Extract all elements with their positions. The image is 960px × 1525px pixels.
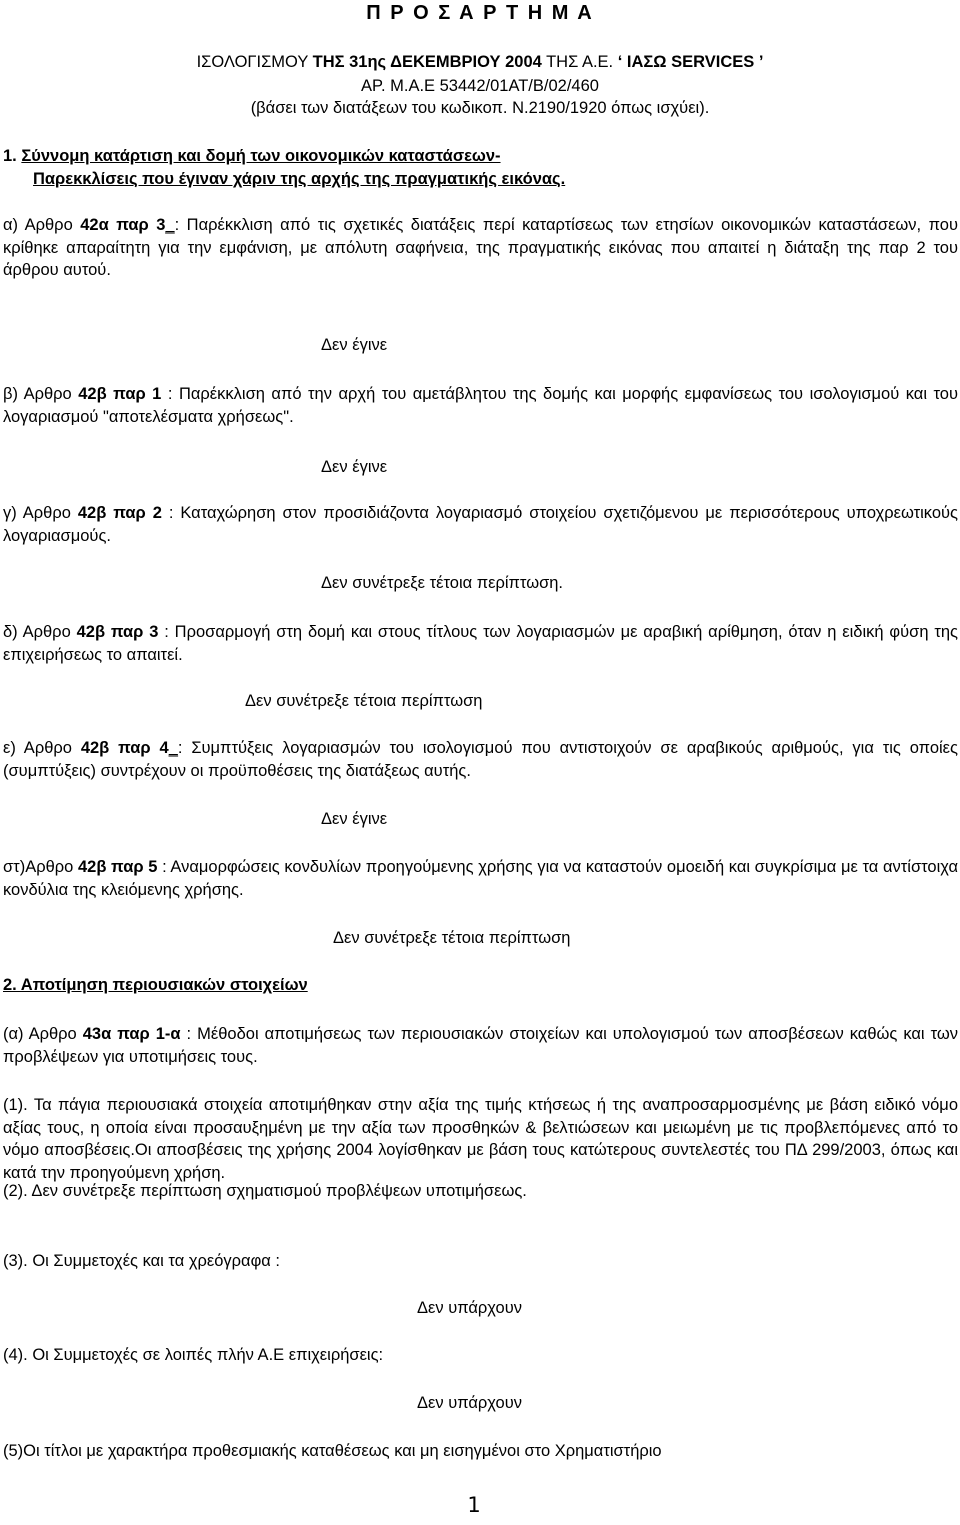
item-c-paragraph	[3, 502, 958, 547]
item-a-status: Δεν έγινε	[321, 336, 388, 354]
item-f-article-ref: 42β παρ 5	[77, 858, 158, 876]
header-legal-basis: (βάσει των διατάξεων του κωδικοπ. Ν.2190/1920 όπως ισχύει).	[250, 99, 710, 117]
item-f-status: Δεν συνέτρεξε τέτοια περίπτωση	[333, 929, 571, 947]
item-a-paragraph	[3, 214, 958, 282]
item-a-underscore: _	[165, 216, 175, 234]
item-e-prefix: ε) Αρθρο	[3, 739, 81, 757]
header-company-name: ‘ ΙΑΣΩ SERVICES ’	[617, 53, 764, 71]
section-2-paragraph-3-status: Δεν υπάρχουν	[417, 1299, 522, 1317]
document-title: Π Ρ Ο Σ Α Ρ Τ Η Μ Α	[366, 2, 594, 24]
section-2-a-text: : Μέθοδοι αποτιμήσεως των περιουσιακών στοιχείων και υπολογισμού των αποσβέσεων καθώς και των προβλέψεων για υποτιμήσεις τους.	[3, 1025, 958, 1066]
section-2-paragraph-2: (2). Δεν συνέτρεξε περίπτωση σχηματισμού προβλέψεων υποτιμήσεως.	[3, 1182, 527, 1200]
item-e-paragraph	[3, 737, 958, 782]
section-2-paragraph-4-status: Δεν υπάρχουν	[417, 1394, 522, 1412]
header-label: ΙΣΟΛΟΓΙΣΜΟΥ	[196, 53, 313, 71]
item-c-prefix: γ) Αρθρο	[3, 504, 78, 522]
header-registry-number: ΑΡ. Μ.Α.Ε 53442/01ΑΤ/Β/02/460	[361, 77, 599, 95]
section-2-a-prefix: (α) Αρθρο	[3, 1025, 83, 1043]
item-d-status: Δεν συνέτρεξε τέτοια περίπτωση	[245, 692, 483, 710]
section-2-paragraph-1: (1). Τα πάγια περιουσιακά στοιχεία αποτιμήθηκαν στην αξία της τιμής κτήσεως ή της αναπροσαρμοσμένης με βάση ειδικό νόμο αξίας τους, η οποία είναι προσαυξημένη με την αξία των προσθηκών & βελτιώσεων και μειωμένη με τις προβλεπόμενες από το νόμο αποσβέσεις.Οι αποσβέσεις της χρήσης 2004 λογίσθηκαν με βάση τους κατώτερους συντελεστές του ΠΔ 299/2003, όπως και κατά την προηγούμενη χρήση.	[3, 1096, 958, 1182]
section-2-a-paragraph	[3, 1023, 958, 1068]
item-a-text: : Παρέκκλιση από τις σχετικές διατάξεις περί καταρτίσεως των ετησίων οικονομικών καταστάσεων, που κρίθηκε απαραίτητη για την εμφάνιση, με απόλυτη σαφήνεια, της πραγματικής εικόνας που απαιτεί η διάταξη της παρ 2 του άρθρου αυτού.	[3, 216, 958, 279]
item-f-text: : Αναμορφώσεις κονδυλίων προηγούμενης χρήσης για να καταστούν ομοειδή και συγκρίσιμα με τα αντίστοιχα κονδύλια της κλειόμενης χρήσης.	[3, 858, 959, 899]
item-e-text: : Συμπτύξεις λογαριασμών του ισολογισμού που αντιστοιχούν σε αραβικούς αριθμούς, για τις οποίες (συμπτύξεις) συντρέχουν οι προϋποθέσεις της διατάξεως αυτής.	[3, 739, 958, 780]
item-b-text: : Παρέκκλιση από την αρχή του αμετάβλητου της δομής και μορφής εμφανίσεως του ισολογισμού και του λογαριασμού "αποτελέσματα χρήσεως".	[3, 385, 959, 426]
item-b-article-ref: 42β παρ 1	[78, 385, 162, 403]
item-a-prefix: α) Αρθρο	[3, 216, 81, 234]
section-2-heading: 2. Αποτίμηση περιουσιακών στοιχείων	[3, 976, 308, 994]
item-b-prefix: β) Αρθρο	[3, 385, 79, 403]
page-number: 1	[467, 1493, 481, 1517]
item-d-article-ref: 42β παρ 3	[76, 623, 159, 641]
header-date: ΤΗΣ 31ης ΔΕΚΕΜΒΡΙΟΥ 2004	[312, 53, 542, 71]
section-2-paragraph-4: (4). Οι Συμμετοχές σε λοιπές πλήν Α.Ε επιχειρήσεις:	[3, 1346, 384, 1364]
item-e-underscore: _	[168, 739, 178, 757]
item-c-text: : Καταχώρηση στον προσιδιάζοντα λογαριασμό στοιχείου σχετιζόμενου με περισσότερους υποχρεωτικούς λογαριασμούς.	[3, 504, 959, 545]
section-2-a-article-ref: 43α παρ 1-α	[82, 1025, 181, 1043]
item-e-status: Δεν έγινε	[321, 810, 388, 828]
item-d-prefix: δ) Αρθρο	[3, 623, 77, 641]
section-1-title-line-1: Σύννομη κατάρτιση και δομή των οικονομικών καταστάσεων-	[21, 147, 501, 165]
item-c-article-ref: 42β παρ 2	[77, 504, 162, 522]
item-a-article-ref: 42α παρ 3	[80, 216, 166, 234]
section-2-paragraph-3: (3). Οι Συμμετοχές και τα χρεόγραφα :	[3, 1252, 280, 1270]
item-d-paragraph	[3, 621, 958, 666]
header-company-type: ΤΗΣ Α.Ε.	[541, 53, 618, 71]
section-1-title-line-2: Παρεκκλίσεις που έγιναν χάριν της αρχής της πραγματικής εικόνας.	[33, 169, 566, 188]
section-2-paragraph-5: (5)Οι τίτλοι με χαρακτήρα προθεσμιακής καταθέσεως και μη εισηγμένοι στο Χρηματιστήριο	[3, 1442, 662, 1460]
item-b-paragraph	[3, 383, 958, 428]
item-f-prefix: στ)Αρθρο	[3, 858, 78, 876]
item-c-status: Δεν συνέτρεξε τέτοια περίπτωση.	[321, 574, 564, 592]
item-d-text: : Προσαρμογή στη δομή και στους τίτλους των λογαριασμών με αραβική αρίθμηση, όταν η ειδική φύση της επιχειρήσεως το απαιτεί.	[3, 623, 958, 664]
header-line-1	[0, 51, 960, 74]
item-b-status: Δεν έγινε	[321, 458, 388, 476]
section-1-heading	[3, 145, 958, 190]
item-f-paragraph	[3, 856, 958, 901]
section-1-number: 1.	[3, 147, 22, 165]
item-e-article-ref: 42β παρ 4	[80, 739, 169, 757]
